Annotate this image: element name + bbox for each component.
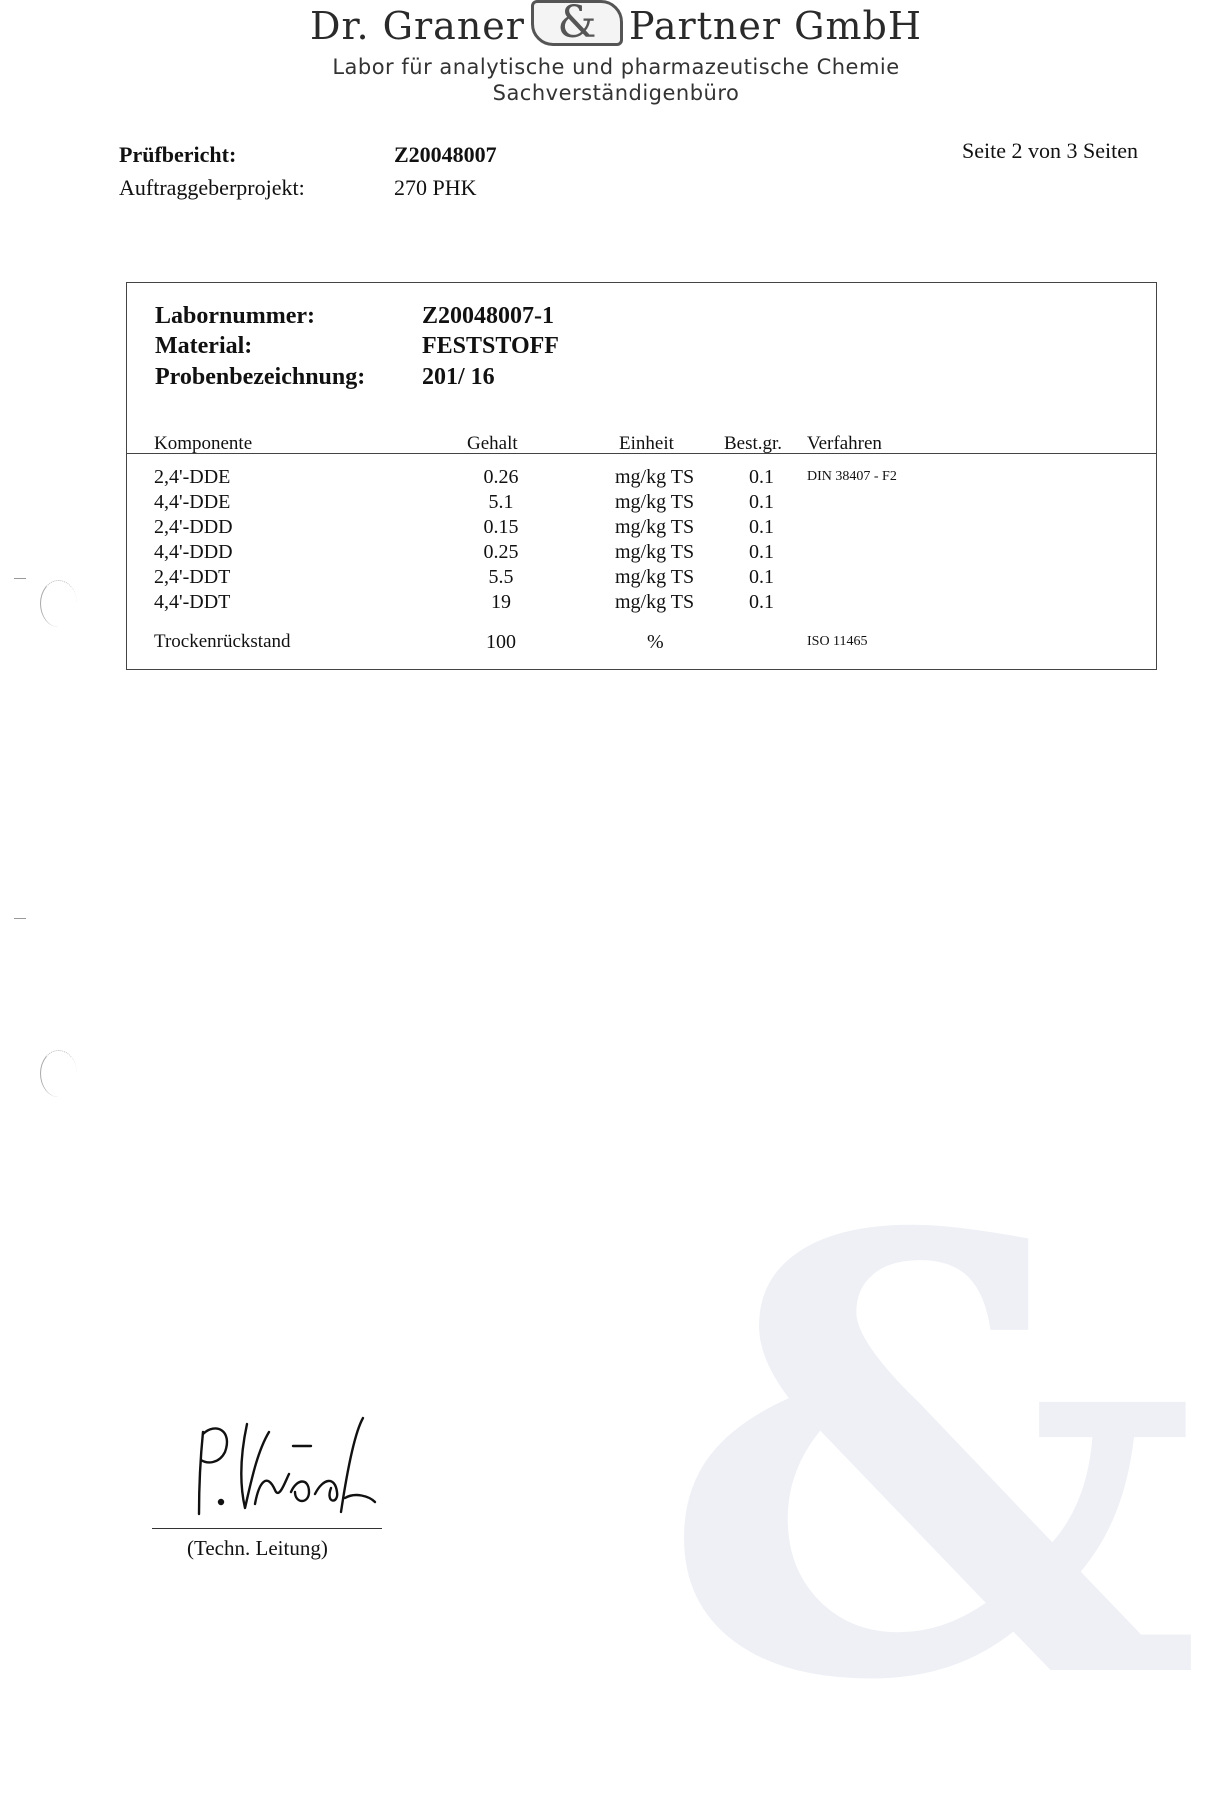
margin-tick xyxy=(14,918,26,919)
cell-verfahren: ISO 11465 xyxy=(807,634,868,649)
cell-bestgr: 0.1 xyxy=(749,591,774,613)
letterhead xyxy=(0,0,1232,52)
cell-einheit: mg/kg TS xyxy=(615,566,695,588)
ampersand-logo-icon: & xyxy=(531,0,623,46)
cell-gehalt: 5.1 xyxy=(488,491,514,513)
header-rule xyxy=(127,453,1156,454)
cell-komponente: Trockenrückstand xyxy=(154,631,291,652)
cell-komponente: 4,4'-DDD xyxy=(154,541,233,563)
col-header-einheit: Einheit xyxy=(619,433,674,454)
cell-bestgr: 0.1 xyxy=(749,466,774,488)
punch-hole-bottom xyxy=(40,1050,77,1097)
signature-caption: (Techn. Leitung) xyxy=(187,1536,328,1560)
col-header-bestgr: Best.gr. xyxy=(724,433,783,454)
labornummer-value: Z20048007-1 xyxy=(422,303,554,329)
letterhead-subtitle: Labor für analytische und pharmazeutische Chemie xyxy=(332,55,900,79)
material-value: FESTSTOFF xyxy=(422,333,559,359)
cell-komponente: 4,4'-DDT xyxy=(154,591,231,613)
cell-bestgr: 0.1 xyxy=(749,516,774,538)
punch-hole-top xyxy=(40,580,77,627)
pruefbericht-value: Z20048007 xyxy=(394,142,497,167)
page-info: Seite 2 von 3 Seiten xyxy=(962,138,1138,163)
margin-tick xyxy=(14,578,26,579)
cell-einheit: mg/kg TS xyxy=(615,516,695,538)
cell-einheit: mg/kg TS xyxy=(615,466,695,488)
cell-gehalt: 5.5 xyxy=(488,566,514,588)
col-header-verfahren: Verfahren xyxy=(807,433,882,454)
pruefbericht-label: Prüfbericht: xyxy=(119,142,237,167)
col-header-komponente: Komponente xyxy=(154,433,253,454)
cell-verfahren: DIN 38407 - F2 xyxy=(807,469,897,484)
cell-komponente: 4,4'-DDE xyxy=(154,491,231,513)
company-name-right: Partner GmbH xyxy=(628,4,922,48)
probenbezeichnung-label: Probenbezeichnung: xyxy=(155,364,366,390)
cell-bestgr: 0.1 xyxy=(749,491,774,513)
projekt-label: Auftraggeberprojekt: xyxy=(119,175,305,200)
col-header-gehalt: Gehalt xyxy=(467,433,518,454)
ampersand-watermark: & xyxy=(660,1107,1202,1812)
cell-komponente: 2,4'-DDE xyxy=(154,466,231,488)
material-label: Material: xyxy=(155,333,253,359)
cell-einheit: mg/kg TS xyxy=(615,541,695,563)
cell-gehalt: 19 xyxy=(491,591,511,613)
labornummer-label: Labornummer: xyxy=(155,303,315,329)
cell-bestgr: 0.1 xyxy=(749,541,774,563)
cell-gehalt: 0.26 xyxy=(483,466,519,488)
signature-image xyxy=(185,1412,385,1524)
cell-komponente: 2,4'-DDD xyxy=(154,516,233,538)
letterhead-subtitle-2: Sachverständigenbüro xyxy=(492,81,740,105)
probenbezeichnung-value: 201/ 16 xyxy=(422,364,495,390)
cell-gehalt: 0.15 xyxy=(483,516,519,538)
cell-einheit: mg/kg TS xyxy=(615,591,695,613)
company-name-left: Dr. Graner xyxy=(310,4,525,48)
cell-gehalt: 0.25 xyxy=(483,541,519,563)
cell-bestgr: 0.1 xyxy=(749,566,774,588)
cell-gehalt: 100 xyxy=(486,631,516,653)
cell-komponente: 2,4'-DDT xyxy=(154,566,231,588)
signature-line xyxy=(152,1528,382,1529)
projekt-value: 270 PHK xyxy=(394,175,477,200)
cell-einheit: % xyxy=(647,631,664,653)
sample-result-box xyxy=(126,282,1157,670)
cell-einheit: mg/kg TS xyxy=(615,491,695,513)
